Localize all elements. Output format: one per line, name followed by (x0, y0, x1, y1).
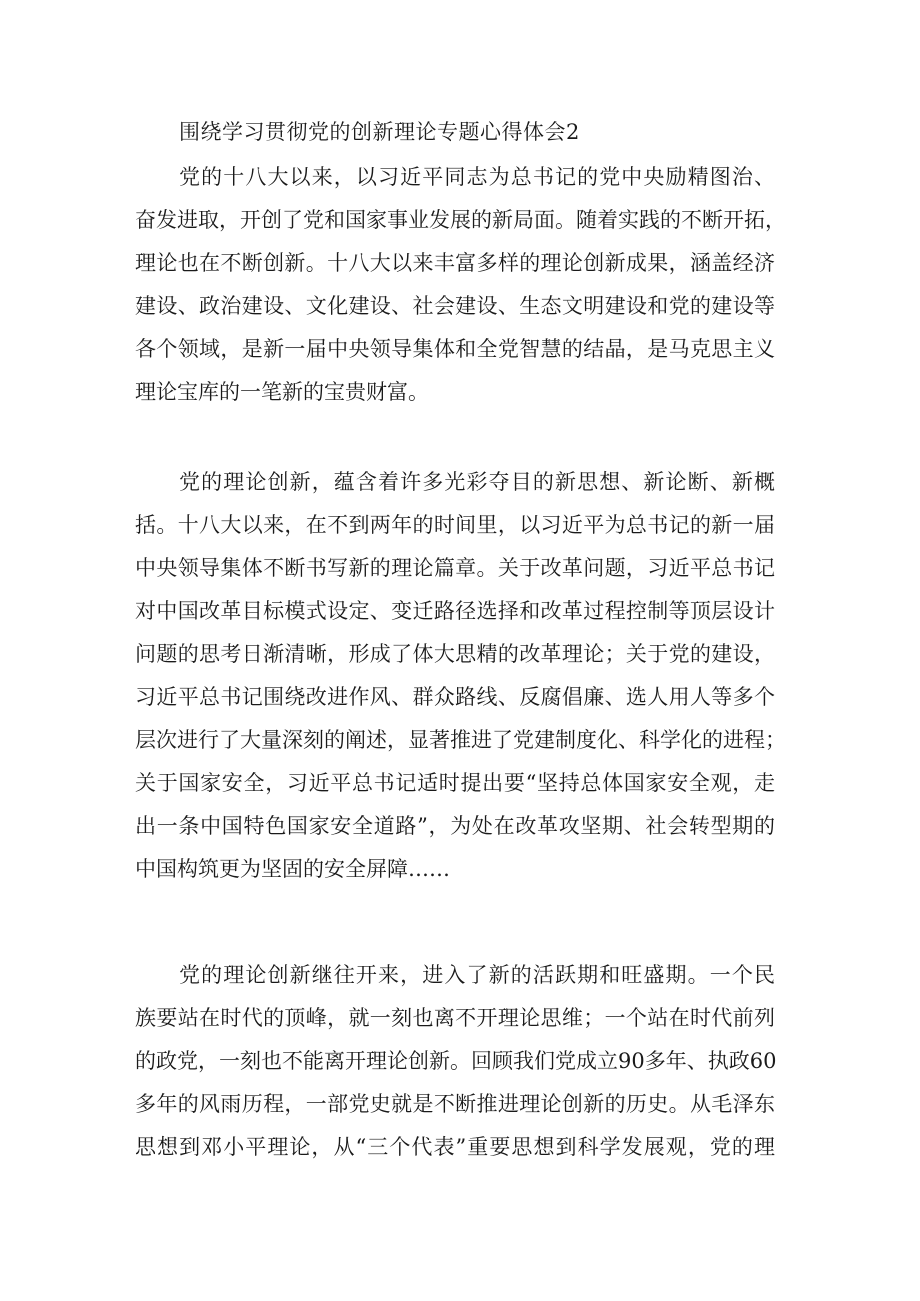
text-line: 党的理论创新继往开来，进入了新的活跃期和旺盛期。一个民 (179, 963, 775, 987)
paragraph-1 (135, 156, 786, 414)
paragraph-2 (135, 461, 786, 891)
text-line: 思想到邓小平理论，从“三个代表”重要思想到科学发展观，党的理 (135, 1135, 775, 1159)
text-line: 各个领域，是新一届中央领导集体和全党智慧的结晶，是马克思主义 (135, 337, 775, 361)
text-line: 中央领导集体不断书写新的理论篇章。关于改革问题，习近平总书记 (135, 556, 775, 580)
text-line: 对中国改革目标模式设定、变迁路径选择和改革过程控制等顶层设计 (135, 599, 775, 623)
text-line: 族要站在时代的顶峰，就一刻也离不开理论思维；一个站在时代前列 (135, 1006, 775, 1030)
text-line: 层次进行了大量深刻的阐述，显著推进了党建制度化、科学化的进程； (135, 728, 786, 752)
text-line: 的政党，一刻也不能离开理论创新。回顾我们党成立90多年、执政60 (135, 1049, 777, 1073)
text-line: 奋发进取，开创了党和国家事业发展的新局面。随着实践的不断开拓， (135, 208, 786, 232)
text-line: 出一条中国特色国家安全道路”，为处在改革攻坚期、社会转型期的 (135, 814, 775, 838)
text-line: 问题的思考日渐清晰，形成了体大思精的改革理论；关于党的建设， (135, 642, 775, 666)
text-line: 多年的风雨历程，一部党史就是不断推进理论创新的历史。从毛泽东 (135, 1092, 775, 1116)
document-title: 围绕学习贯彻党的创新理论专题心得体会2 (179, 120, 580, 144)
text-line: 建设、政治建设、文化建设、社会建设、生态文明建设和党的建设等 (135, 294, 775, 318)
text-line: 习近平总书记围绕改进作风、群众路线、反腐倡廉、选人用人等多个 (135, 685, 775, 709)
text-line: 中国构筑更为坚固的安全屏障…… (135, 857, 450, 881)
text-line: 关于国家安全，习近平总书记适时提出要“坚持总体国家安全观，走 (135, 771, 775, 795)
text-line: 理论宝库的一笔新的宝贵财富。 (135, 380, 429, 404)
text-line: 党的十八大以来，以习近平同志为总书记的党中央励精图治、 (179, 165, 775, 189)
text-line: 理论也在不断创新。十八大以来丰富多样的理论创新成果，涵盖经济 (135, 251, 775, 275)
paragraph-3 (135, 954, 775, 1169)
text-line: 党的理论创新，蕴含着许多光彩夺目的新思想、新论断、新概 (179, 470, 775, 494)
text-line: 括。十八大以来，在不到两年的时间里，以习近平为总书记的新一届 (135, 513, 775, 537)
